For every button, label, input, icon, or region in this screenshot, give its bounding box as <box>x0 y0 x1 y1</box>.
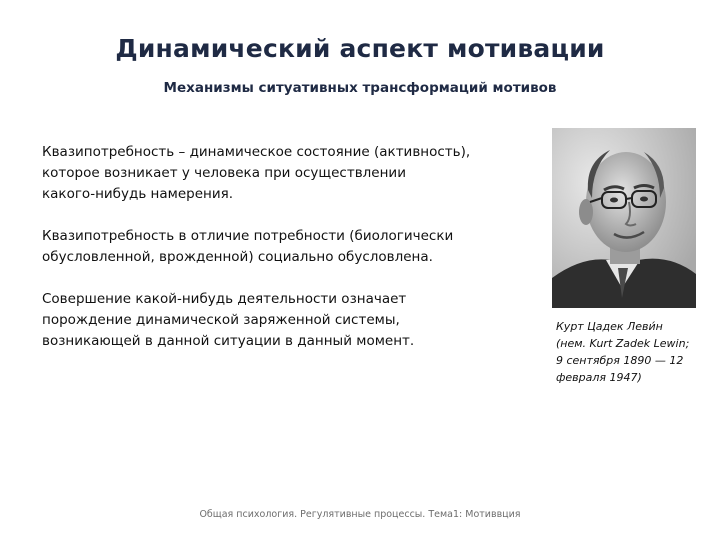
body-text <box>42 142 522 373</box>
portrait-illustration <box>552 128 696 308</box>
slide-footer: Общая психология. Регулятивные процессы. Тема1: Мотиввция <box>199 509 521 520</box>
slide-title: Динамический аспект мотивации <box>115 34 605 63</box>
photo-caption: Курт Цадек Леви́н (нем. Kurt Zadek Lewin; 9 сентября 1890 — 12 февраля 1947) <box>556 320 690 384</box>
paragraph-quasi-need-social: Квазипотребность в отличие потребности (биологически обусловленной, врожденной) социально обусловлена. <box>42 228 454 265</box>
portrait-photo <box>552 128 696 308</box>
paragraph-dynamic-system: Совершение какой-нибудь деятельности означает порождение динамической заряженной системы, возникающей в данной ситуации в данный момент. <box>42 291 415 349</box>
paragraph-quasi-need-definition: Квазипотребность – динамическое состояние (активность), которое возникает у человека при осуществлении какого-нибудь намерения. <box>42 144 471 202</box>
slide-subtitle: Механизмы ситуативных трансформаций мотивов <box>163 80 557 96</box>
